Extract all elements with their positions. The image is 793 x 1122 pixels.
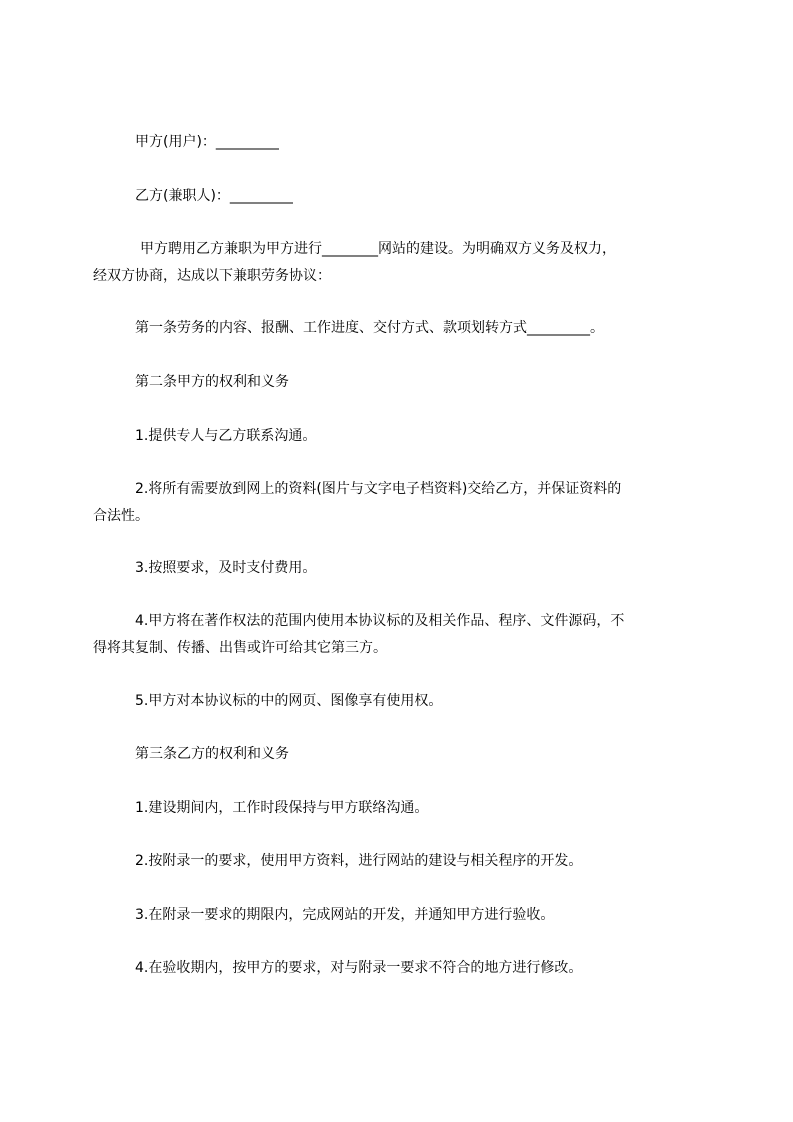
article-2-item-4-line-1: 4.甲方将在著作权法的范围内使用本协议标的及相关作品、程序、文件源码，不 — [135, 613, 625, 629]
article-3-item-2: 2.按附录一的要求，使用甲方资料，进行网站的建设与相关程序的开发。 — [135, 853, 583, 869]
article-2-item-3: 3.按照要求，及时支付费用。 — [135, 560, 317, 576]
party-a-line: 甲方(用户)：_________ — [135, 134, 279, 150]
article-1: 第一条劳务的内容、报酬、工作进度、交付方式、款项划转方式_________。 — [135, 320, 604, 336]
article-2-item-2-line-1: 2.将所有需要放到网上的资料(图片与文字电子档资料)交给乙方，并保证资料的 — [135, 481, 622, 497]
intro-line-1: 甲方聘用乙方兼职为甲方进行________网站的建设。为明确双方义务及权力， — [140, 241, 616, 257]
article-3-title: 第三条乙方的权利和义务 — [135, 746, 289, 762]
article-2-item-5: 5.甲方对本协议标的中的网页、图像享有使用权。 — [135, 693, 443, 709]
article-3-item-4: 4.在验收期内，按甲方的要求，对与附录一要求不符合的地方进行修改。 — [135, 960, 583, 976]
article-3-item-3: 3.在附录一要求的期限内，完成网站的开发，并通知甲方进行验收。 — [135, 907, 555, 923]
article-2-title: 第二条甲方的权利和义务 — [135, 374, 289, 390]
article-2-item-1: 1.提供专人与乙方联系沟通。 — [135, 428, 317, 444]
article-2-item-4-line-2: 得将其复制、传播、出售或许可给其它第三方。 — [93, 640, 387, 656]
article-3-item-1: 1.建设期间内，工作时段保持与甲方联络沟通。 — [135, 800, 429, 816]
article-2-item-2-line-2: 合法性。 — [93, 508, 149, 524]
party-b-line: 乙方(兼职人)：_________ — [135, 188, 293, 204]
intro-line-2: 经双方协商，达成以下兼职劳务协议： — [93, 268, 331, 284]
